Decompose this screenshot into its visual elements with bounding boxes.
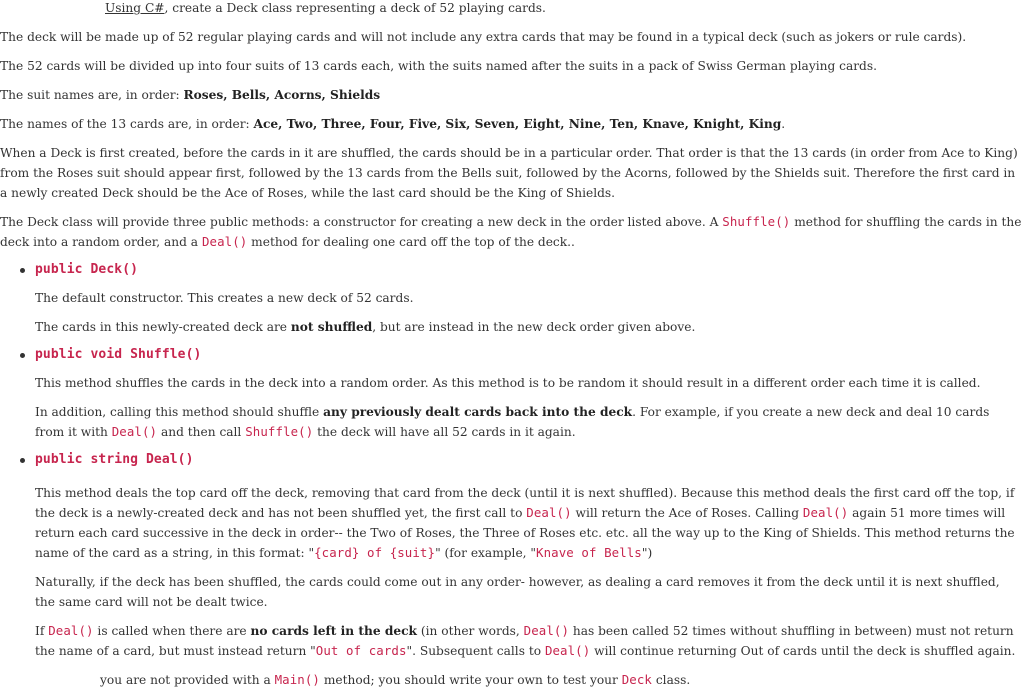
inline-code: {card} of {suit} [314,545,436,560]
inline-code: Deck [621,672,652,687]
constructor-order-note: The cards in this newly-created deck are not shuffled, but are instead in the new deck order given above. [35,320,696,334]
method-signature: public string Deal() [35,452,194,467]
inline-code: Main() [274,672,320,687]
paragraph-public-methods: The Deck class will provide three public methods: a constructor for creating a new deck in the order listed above. A Shuffle() method for shuffling the cards in the deck into a random order, and a Deal() method for dealing one card off the top of the deck.. [0,214,1022,249]
bullet-icon [20,353,25,358]
paragraph-deck-size: The deck will be made up of 52 regular playing cards and will not include any extra cards that may be found in a typical deck (such as jokers or rule cards). [0,30,967,44]
shuffle-redeal-note: In addition, calling this method should shuffle any previously dealt cards back into the deck. For example, if you create a new deck and deal 10 cards from it with Deal() and then call Shuffle() the deck will have all 52 cards in it again. [35,405,990,439]
inline-code: Deal() [111,424,158,439]
bullet-icon [20,458,25,463]
paragraph-suits-intro: The 52 cards will be divided up into four suits of 13 cards each, with the suits named after the suits in a pack of Swiss German playing cards. [0,59,877,73]
method-signature: public Deck() [35,262,139,277]
inline-code: Deal() [526,505,572,520]
inline-code: Deal() [523,623,569,638]
inline-code: Deal() [802,505,849,520]
deal-description: This method deals the top card off the deck, removing that card from the deck (until it is next shuffled). Because this method deals the first card off the top, if the deck is a newly-created deck and has not been shuffled yet, the first call to Deal() will return the Ace of Roses. Calling Deal() again 51 more times will return each card successive in the deck in order-- the Two of Roses, the Three of Roses etc. etc. all the way up to the King of Shields. This method returns the name of the card as a string, in this format: "{card} of {suit}" (for example, "Knave of Bells") [35,486,1015,560]
paragraph-suit-names: The suit names are, in order: Roses, Bells, Acorns, Shields [0,88,381,102]
inline-code: Deal() [48,623,94,638]
inline-code: Out of cards [315,643,407,658]
inline-code: Knave of Bells [536,545,642,560]
assignment-title [105,0,546,18]
shuffle-description: This method shuffles the cards in the deck into a random order. As this method is to be random it should result in a different order each time it is called. [35,376,981,390]
inline-code: Deal() [201,234,248,249]
paragraph-deck-order: When a Deck is first created, before the cards in it are shuffled, the cards should be in a particular order. That order is that the 13 cards (in order from Ace to King) from the Roses suit should appear first, followed by the 13 cards from the Bells suit, followed by the Acorns, followed by the Shields suit. Therefore the first card in a newly created Deck should be the Ace of Roses, while the last card should be the King of Shields. [0,146,1018,200]
inline-code: Shuffle() [722,214,791,229]
footer-note: you are not provided with a Main() method; you should write your own to test your Deck class. [100,672,691,687]
paragraph-card-names: The names of the 13 cards are, in order: Ace, Two, Three, Four, Five, Six, Seven, Eight, Nine, Ten, Knave, Knight, King. [0,117,786,131]
inline-code: Shuffle() [245,424,314,439]
bullet-icon [20,268,25,273]
deal-no-duplicates-note: Naturally, if the deck has been shuffled, the cards could come out in any order- however, as dealing a card removes it from the deck until it is next shuffled, the same card will not be dealt twice. [35,575,1000,609]
method-signature: public void Shuffle() [35,347,202,362]
constructor-description: The default constructor. This creates a new deck of 52 cards. [35,291,414,305]
suit-names: Roses, Bells, Acorns, Shields [183,88,381,102]
inline-code: Deal() [544,643,591,658]
deal-empty-deck-note: If Deal() is called when there are no cards left in the deck (in other words, Deal() has been called 52 times without shuffling in between) must not return the name of a card, but must instead return "Out of cards". Subsequent calls to Deal() will continue returning Out of cards until the deck is shuffled again. [35,623,1016,658]
card-names: Ace, Two, Three, Four, Five, Six, Seven, Eight, Nine, Ten, Knave, Knight, King [253,117,782,131]
title-rest: , create a Deck class representing a deck of 52 playing cards. [164,1,546,15]
title-prefix: Using C# [105,1,165,15]
